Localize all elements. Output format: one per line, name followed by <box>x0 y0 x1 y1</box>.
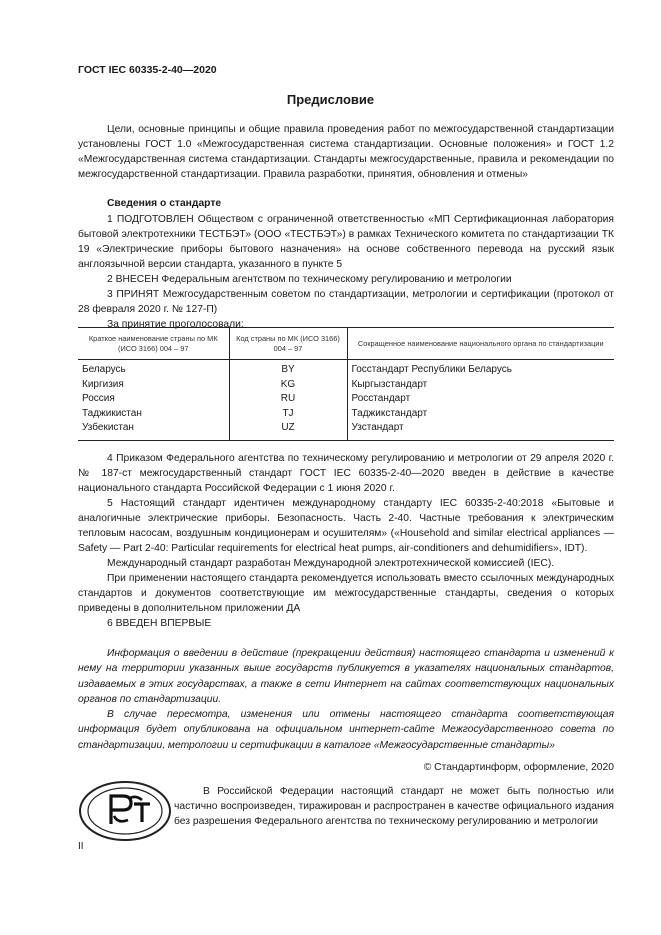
info-paragraph-1: Информация о введении в действие (прекращении действия) настоящего стандарта и изменений к нему на территории указанных выше государств публикуется в указателях национальных стандартов, издаваемых в этих государствах, а также в сети Интернет на сайтах соответствующих национальных органов по стандартизации. <box>78 648 614 705</box>
table-header-body: Сокращенное наименование национального органа по стандартизации <box>347 328 614 360</box>
standards-body: Таджикстандарт <box>351 407 428 419</box>
country-code: RU <box>229 392 347 407</box>
intro-paragraph <box>78 122 614 182</box>
standards-body: Росстандарт <box>351 393 411 404</box>
country-name: Узбекистан <box>78 421 229 440</box>
voting-table <box>78 327 614 441</box>
item-1: 1 ПОДГОТОВЛЕН Обществом с ограниченной ответственностью «МП Сертификационная лаборатория бытовой электротехники ТЕСТБЭТ» (ООО «ТЕСТБЭТ») в рамках Технического комитета по стандартизации ТК 19 «Электрические приборы бытового назначения» на основе собственного перевода на русский язык англоязычной версии стандарта, указанного в пункте 5 <box>78 214 614 270</box>
item-3-voted: За принятие проголосовали: <box>107 319 244 330</box>
item-6: 6 ВВЕДЕН ВПЕРВЫЕ <box>107 618 212 629</box>
intro-text: Цели, основные принципы и общие правила проведения работ по межгосударственной стандартизации установлены ГОСТ 1.0 «Межгосударственная система стандартизации. Основные положения» и ГОСТ 1.2 «Межгосударственная система стандартизации. Стандарты межгосударственные, правила и рекомендации по межгосударственной стандартизации. Правила разработки, принятия, обновления и отмены» <box>78 124 614 180</box>
country-name: Беларусь <box>78 360 229 378</box>
standards-body: Кыргызстандарт <box>351 378 428 390</box>
country-name: Таджикистан <box>78 407 229 422</box>
info-notice <box>78 646 614 753</box>
rst-logo-icon <box>78 780 172 842</box>
country-code: TJ <box>229 407 347 422</box>
page-title: Предисловие <box>286 92 375 107</box>
country-code: BY <box>229 360 347 378</box>
standard-info-block-2 <box>78 451 614 631</box>
country-name: Киргизия <box>78 378 229 393</box>
item-5-references: При применении настоящего стандарта рекомендуется использовать вместо ссылочных международных стандартов и документов соответствующие им межгосударственные стандарты, сведения о которых приведены в дополнительном приложении ДА <box>78 573 614 614</box>
table-header-country: Краткое наименование страны по МК (ИСО 3166) 004 – 97 <box>78 328 229 360</box>
document-id: ГОСТ IEC 60335-2-40—2020 <box>78 64 217 76</box>
table-header-code: Код страны по МК (ИСО 3166) 004 – 97 <box>229 328 347 360</box>
standards-body: Госстандарт Республики Беларусь <box>351 364 512 375</box>
table-row <box>78 407 614 422</box>
reproduction-notice-text: В Российской Федерации настоящий стандарт не может быть полностью или частично воспроизведен, тиражирован и распространен в качестве официального издания без разрешения Федерального агентства по техническому регулированию и метрологии <box>174 786 614 827</box>
section-heading: Сведения о стандарте <box>107 198 222 209</box>
table-header-row <box>78 328 614 360</box>
info-paragraph-2: В случае пересмотра, изменения или отмены настоящего стандарта соответствующая информация будет опубликована на официальном интернет-сайте Межгосударственного совета по стандартизации, метрологии и сертификации в каталоге «Межгосударственные стандарты» <box>78 709 614 751</box>
country-code: KG <box>229 378 347 393</box>
standard-info-block <box>78 212 614 332</box>
country-code: UZ <box>229 421 347 440</box>
item-2: 2 ВНЕСЕН Федеральным агентством по техническому регулированию и метрологии <box>107 274 512 285</box>
table-row <box>78 421 614 440</box>
table-row <box>78 378 614 393</box>
page-number: II <box>78 841 84 852</box>
copyright: © Стандартинформ, оформление, 2020 <box>423 762 614 773</box>
item-3: 3 ПРИНЯТ Межгосударственным советом по стандартизации, метрологии и сертификации (протокол от 28 февраля 2020 г. № 127-П) <box>78 289 614 315</box>
item-4: 4 Приказом Федерального агентства по техническому регулированию и метрологии от 29 апреля 2020 г. № 187-ст межгосударственный стандарт ГОСТ IEC 60335-2-40—2020 введен в действие в качестве национального стандарта Российской Федерации с 1 июня 2020 г. <box>78 453 614 494</box>
reproduction-notice <box>174 784 614 829</box>
item-5-iec: Международный стандарт разработан Международной электротехнической комиссией (IEC). <box>107 558 555 569</box>
country-name: Россия <box>78 392 229 407</box>
table-row <box>78 360 614 378</box>
standards-body: Узстандарт <box>351 422 404 433</box>
item-5: 5 Настоящий стандарт идентичен международному стандарту IEC 60335-2-40:2018 «Бытовые и аналогичные электрические приборы. Безопасность. Часть 2-40. Частные требования к электрическим тепловым насосам, воздушным кондиционерам и осушителям» («Household and similar electrical appliances — Safety — Part 2-40: Particular requirements for electrical heat pumps, air-conditioners and dehumidifiers», IDT). <box>78 498 614 554</box>
table-row <box>78 392 614 407</box>
